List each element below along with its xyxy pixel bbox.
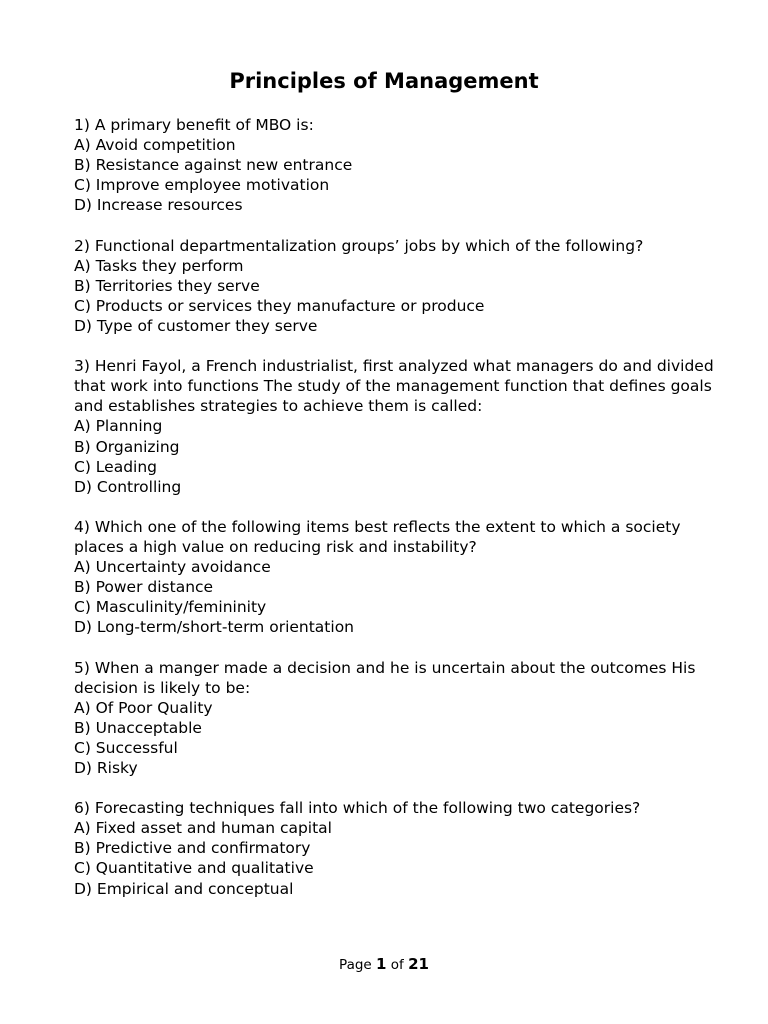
question-stem: 3) Henri Fayol, a French industrialist, first analyzed what managers do and divided that work into functions The study of the management function that defines goals and establishes strategies to achieve them is called: [74, 357, 714, 416]
answer-option-b: B) Territories they serve [74, 276, 260, 295]
current-page-number: 1 [376, 955, 387, 973]
answer-option-d: D) Increase resources [74, 196, 243, 215]
answer-option-a: A) Planning [74, 417, 163, 436]
answer-option-a: A) Of Poor Quality [74, 698, 213, 717]
answer-option-a: A) Uncertainty avoidance [74, 558, 271, 577]
answer-option-a: A) Avoid competition [74, 136, 236, 155]
answer-option-d: D) Risky [74, 759, 138, 777]
answer-option-c: C) Products or services they manufacture or produce [74, 296, 485, 315]
question-list [74, 115, 714, 919]
question-4 [74, 517, 714, 638]
answer-option-a: A) Tasks they perform [74, 256, 244, 275]
answer-option-b: B) Organizing [74, 437, 180, 456]
answer-option-c: C) Quantitative and qualitative [74, 859, 314, 878]
answer-option-c: C) Improve employee motivation [74, 176, 330, 195]
question-stem: 4) Which one of the following items best reflects the extent to which a society places a high value on reducing risk and instability? [74, 517, 681, 556]
page-footer [0, 955, 768, 974]
answer-option-c: C) Leading [74, 457, 158, 476]
answer-option-d: D) Long-term/short-term orientation [74, 618, 354, 637]
question-stem: 6) Forecasting techniques fall into which of the following two categories? [74, 799, 641, 818]
of-label: of [390, 957, 404, 973]
answer-option-d: D) Type of customer they serve [74, 316, 318, 335]
answer-option-b: B) Resistance against new entrance [74, 156, 353, 175]
question-stem: 5) When a manger made a decision and he is uncertain about the outcomes His decision is likely to be: [74, 658, 696, 697]
question-stem: 1) A primary benefit of MBO is: [74, 116, 314, 134]
answer-option-a: A) Fixed asset and human capital [74, 819, 332, 838]
answer-option-d: D) Empirical and conceptual [74, 879, 294, 898]
question-1 [74, 115, 714, 215]
total-pages-number: 21 [408, 955, 429, 973]
answer-option-b: B) Power distance [74, 578, 214, 597]
question-stem: 2) Functional departmentalization groups’ jobs by which of the following? [74, 236, 644, 255]
answer-option-c: C) Masculinity/femininity [74, 598, 267, 617]
answer-option-d: D) Controlling [74, 477, 182, 496]
question-3 [74, 356, 714, 497]
question-5 [74, 658, 714, 779]
answer-option-b: B) Predictive and confirmatory [74, 839, 311, 858]
answer-option-c: C) Successful [74, 738, 178, 757]
question-2 [74, 236, 714, 336]
page-label: Page [339, 957, 372, 973]
question-6 [74, 798, 714, 898]
answer-option-b: B) Unacceptable [74, 718, 202, 737]
page-title: Principles of Management [229, 69, 539, 93]
